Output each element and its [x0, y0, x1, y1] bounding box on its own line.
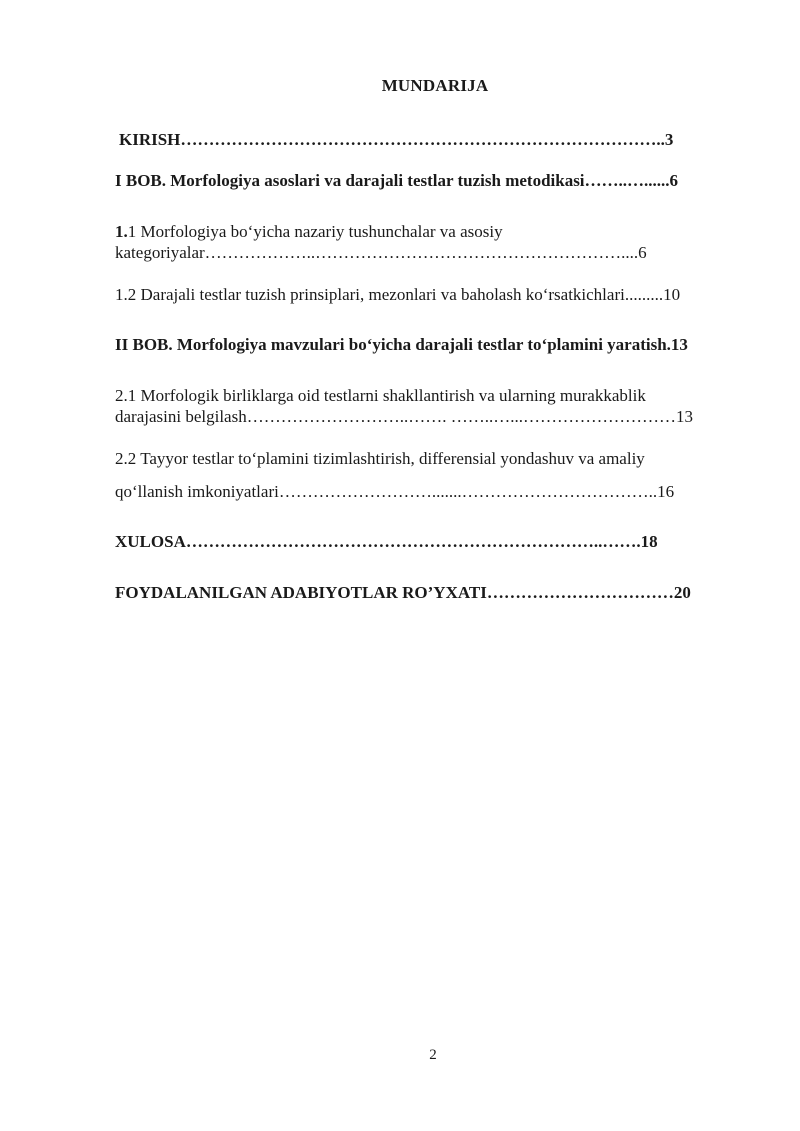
toc-entry-kirish: KIRISH…………………………………………………………………………..3 — [119, 130, 674, 149]
toc-entry-xulosa: XULOSA………………………………………………………………..…….18 — [115, 532, 658, 551]
toc-entry-section-1-1-line-1 — [115, 221, 503, 243]
toc-section-1-1-title-start: 1 Morfologiya bo‘yicha nazariy tushunchalar va asosiy — [127, 222, 503, 241]
toc-entry-section-2-2-line-2: qo‘llanish imkoniyatlari……………………….......……………………………..16 — [115, 482, 675, 501]
toc-entry-chapter-2: II BOB. Morfologiya mavzulari bo‘yicha darajali testlar to‘plamini yaratish.13 — [115, 335, 688, 354]
toc-section-1-1-number: 1. — [115, 222, 128, 241]
toc-entry-section-2-1-line-2: darajasini belgilash………………………..……. ……..…...………………………13 — [115, 407, 693, 426]
toc-entry-section-2-1-line-1: 2.1 Morfologik birliklarga oid testlarni shakllantirish va ularning murakkablik — [115, 386, 646, 405]
toc-entry-adabiyotlar: FOYDALANILGAN ADABIYOTLAR RO’YXATI……………………………20 — [115, 583, 691, 602]
toc-entry-section-1-2: 1.2 Darajali testlar tuzish prinsiplari, mezonlari va baholash ko‘rsatkichlari.........10 — [115, 285, 681, 304]
page-title: MUNDARIJA — [381, 76, 489, 95]
page-number: 2 — [429, 1047, 437, 1063]
toc-entry-section-1-1-line-2: kategoriyalar………………..………………………………………………....6 — [115, 243, 647, 262]
toc-entry-section-2-2-line-1: 2.2 Tayyor testlar to‘plamini tizimlashtirish, differensial yondashuv va amaliy — [115, 449, 645, 468]
toc-entry-chapter-1: I BOB. Morfologiya asoslari va darajali testlar tuzish metodikasi……..…......6 — [115, 171, 679, 190]
